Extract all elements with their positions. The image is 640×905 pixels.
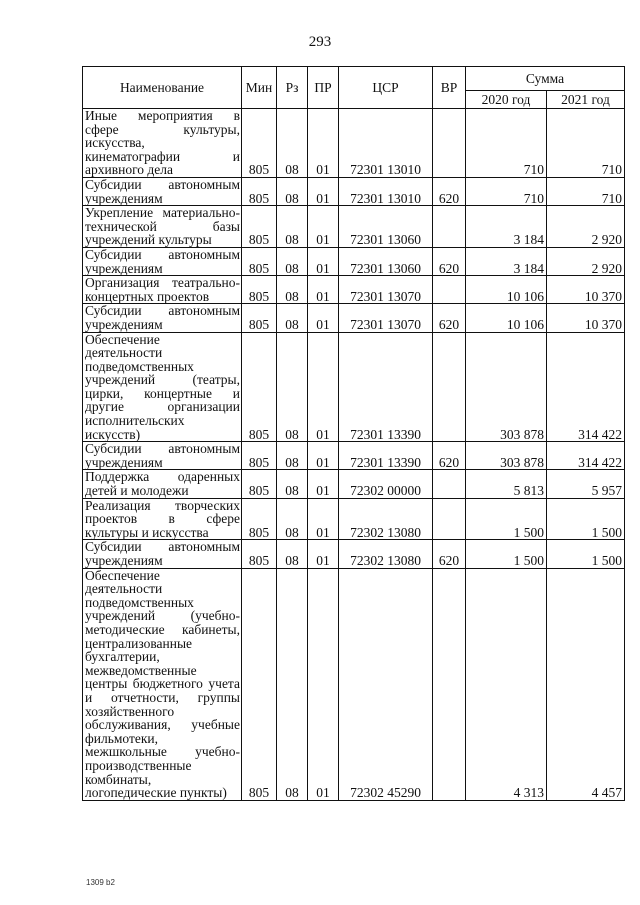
cell-2020: 3 184 [466,247,547,275]
cell-name: Организация театрально-концертных проектов [83,276,242,304]
cell-name: Субсидии автономным учреждениям [83,304,242,332]
header-vr: ВР [433,67,466,109]
cell-csr: 72302 13080 [339,498,433,540]
cell-name: Субсидии автономным учреждениям [83,540,242,568]
table-row [83,247,625,275]
cell-csr: 72301 13060 [339,247,433,275]
cell-csr: 72302 45290 [339,568,433,800]
cell-2021: 5 957 [547,470,625,498]
cell-pr: 01 [308,177,339,205]
cell-pr: 01 [308,568,339,800]
cell-min: 805 [242,332,277,442]
cell-csr: 72302 13080 [339,540,433,568]
cell-csr: 72301 13010 [339,109,433,178]
cell-rz: 08 [277,568,308,800]
table-row [83,498,625,540]
cell-min: 805 [242,276,277,304]
cell-2021: 1 500 [547,540,625,568]
cell-rz: 08 [277,332,308,442]
cell-rz: 08 [277,206,308,248]
cell-pr: 01 [308,109,339,178]
table-row [83,206,625,248]
table-row [83,109,625,178]
cell-2020: 3 184 [466,206,547,248]
header-rz: Рз [277,67,308,109]
cell-vr [433,109,466,178]
cell-min: 805 [242,540,277,568]
cell-csr: 72301 13390 [339,332,433,442]
cell-name: Субсидии автономным учреждениям [83,177,242,205]
cell-rz: 08 [277,304,308,332]
cell-csr: 72301 13010 [339,177,433,205]
cell-min: 805 [242,304,277,332]
cell-2021: 2 920 [547,206,625,248]
cell-vr [433,206,466,248]
table-row [83,177,625,205]
cell-vr: 620 [433,247,466,275]
cell-vr [433,568,466,800]
table-row [83,442,625,470]
header-sum: Сумма [466,67,625,91]
cell-vr: 620 [433,177,466,205]
cell-rz: 08 [277,470,308,498]
cell-rz: 08 [277,276,308,304]
cell-rz: 08 [277,498,308,540]
header-pr: ПР [308,67,339,109]
footer-note: 1309 b2 [86,878,115,887]
cell-csr: 72301 13390 [339,442,433,470]
cell-vr [433,470,466,498]
cell-rz: 08 [277,442,308,470]
cell-min: 805 [242,177,277,205]
cell-pr: 01 [308,206,339,248]
cell-csr: 72301 13060 [339,206,433,248]
cell-name: Поддержка одаренных детей и молодежи [83,470,242,498]
cell-2021: 710 [547,177,625,205]
cell-2021: 710 [547,109,625,178]
cell-vr [433,332,466,442]
cell-2020: 303 878 [466,442,547,470]
cell-2020: 10 106 [466,304,547,332]
cell-2021: 10 370 [547,276,625,304]
cell-vr [433,498,466,540]
cell-2021: 10 370 [547,304,625,332]
cell-2020: 710 [466,109,547,178]
cell-name: Субсидии автономным учреждениям [83,442,242,470]
table-row [83,276,625,304]
cell-pr: 01 [308,304,339,332]
table-row [83,332,625,442]
cell-pr: 01 [308,498,339,540]
header-min: Мин [242,67,277,109]
cell-min: 805 [242,442,277,470]
cell-name: Реализация творческих проектов в сфере культуры и искусства [83,498,242,540]
cell-min: 805 [242,568,277,800]
cell-name: Субсидии автономным учреждениям [83,247,242,275]
cell-2020: 303 878 [466,332,547,442]
cell-pr: 01 [308,247,339,275]
cell-pr: 01 [308,470,339,498]
cell-pr: 01 [308,442,339,470]
cell-pr: 01 [308,540,339,568]
cell-rz: 08 [277,540,308,568]
cell-2021: 314 422 [547,332,625,442]
table-row [83,568,625,800]
page-number: 293 [308,34,332,50]
cell-csr: 72301 13070 [339,304,433,332]
cell-2020: 5 813 [466,470,547,498]
cell-name: Обеспечение деятельности подведомственных учреждений (учебно-методические кабинеты, централизованные бухгалтерии, межведомственные центры бюджетного учета и отчетности, группы хозяйственного обслуживания, учебные фильмотеки, межшкольные учебно-производственные комбинаты, логопедические пункты) [83,568,242,800]
cell-2020: 710 [466,177,547,205]
budget-table [82,66,625,801]
header-csr: ЦСР [339,67,433,109]
cell-min: 805 [242,470,277,498]
cell-name: Укрепление материально-технической базы учреждений культуры [83,206,242,248]
cell-csr: 72302 00000 [339,470,433,498]
cell-rz: 08 [277,109,308,178]
cell-min: 805 [242,247,277,275]
cell-2020: 1 500 [466,498,547,540]
cell-min: 805 [242,498,277,540]
header-name: Наименование [83,67,242,109]
cell-2020: 10 106 [466,276,547,304]
cell-vr: 620 [433,304,466,332]
cell-rz: 08 [277,247,308,275]
cell-vr: 620 [433,540,466,568]
table-row [83,304,625,332]
table-row [83,470,625,498]
cell-pr: 01 [308,276,339,304]
table-body [83,109,625,801]
cell-min: 805 [242,206,277,248]
cell-rz: 08 [277,177,308,205]
cell-vr [433,276,466,304]
cell-name: Обеспечение деятельности подведомственных учреждений (театры, цирки, концертные и другие организации исполнительских искусств) [83,332,242,442]
cell-vr: 620 [433,442,466,470]
cell-2021: 4 457 [547,568,625,800]
table-row [83,540,625,568]
cell-name: Иные мероприятия в сфере культуры, искусства, кинематографии и архивного дела [83,109,242,178]
cell-2020: 4 313 [466,568,547,800]
cell-2021: 2 920 [547,247,625,275]
cell-min: 805 [242,109,277,178]
header-year-2020: 2020 год [466,91,547,109]
cell-2021: 1 500 [547,498,625,540]
cell-2020: 1 500 [466,540,547,568]
cell-pr: 01 [308,332,339,442]
cell-2021: 314 422 [547,442,625,470]
cell-csr: 72301 13070 [339,276,433,304]
header-year-2021: 2021 год [547,91,625,109]
